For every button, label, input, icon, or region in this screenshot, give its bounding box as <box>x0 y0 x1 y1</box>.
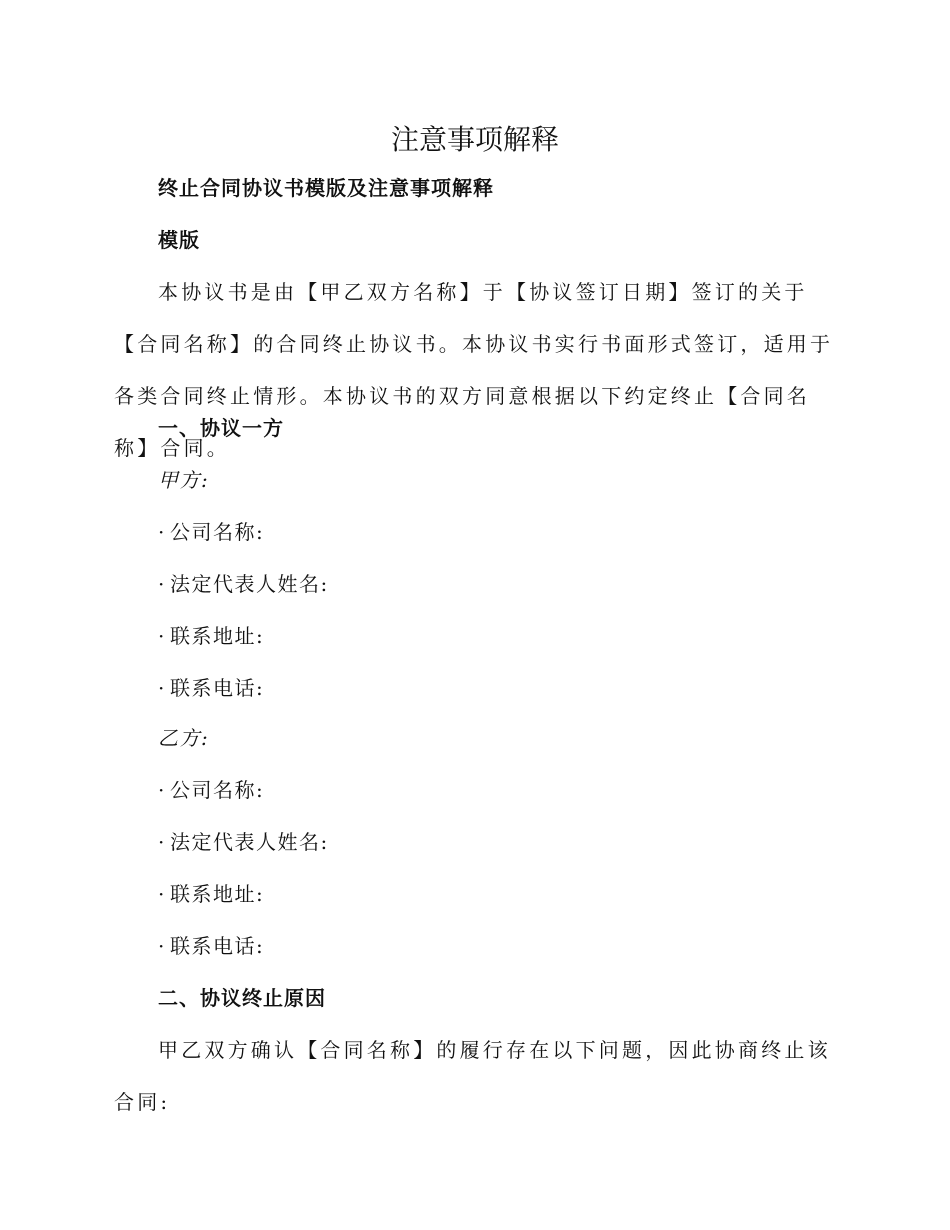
document-title: 注意事项解释 <box>390 123 559 156</box>
field-label: 联系电话: <box>170 934 265 958</box>
bullet-marker: · <box>158 934 166 958</box>
party-b-field-phone <box>158 932 264 960</box>
section-heading-termination-reason: 二、协议终止原因 <box>158 986 326 1010</box>
field-label: 联系地址: <box>170 882 265 906</box>
party-b-field-address <box>158 880 264 908</box>
bullet-marker: · <box>158 676 166 700</box>
bullet-marker: · <box>158 520 166 544</box>
bullet-marker: · <box>158 572 166 596</box>
party-a-field-phone <box>158 674 264 702</box>
field-label: 法定代表人姓名: <box>170 830 329 854</box>
bullet-marker: · <box>158 624 166 648</box>
party-b-field-company <box>158 776 264 804</box>
section-heading-template: 模版 <box>158 228 200 252</box>
field-label: 公司名称: <box>170 778 265 802</box>
party-b-label: 乙方: <box>158 726 210 750</box>
field-label: 联系地址: <box>170 624 265 648</box>
section-heading-party: 一、协议一方 <box>158 416 284 440</box>
party-a-label: 甲方: <box>158 468 210 492</box>
bullet-marker: · <box>158 882 166 906</box>
document-subtitle: 终止合同协议书模版及注意事项解释 <box>158 176 494 200</box>
bullet-marker: · <box>158 830 166 854</box>
party-a-field-company <box>158 518 264 546</box>
bullet-marker: · <box>158 778 166 802</box>
field-label: 公司名称: <box>170 520 265 544</box>
party-b-field-representative <box>158 828 329 856</box>
party-a-field-representative <box>158 570 329 598</box>
termination-reason-paragraph: 甲乙双方确认【合同名称】的履行存在以下问题，因此协商终止该合同: <box>114 1038 831 1114</box>
field-label: 联系电话: <box>170 676 265 700</box>
field-label: 法定代表人姓名: <box>170 572 329 596</box>
intro-paragraph: 本协议书是由【甲乙双方名称】于【协议签订日期】签订的关于【合同名称】的合同终止协议书。本协议书实行书面形式签订，适用于各类合同终止情形。本协议书的双方同意根据以下约定终止【合同名称】合同。 <box>114 280 834 460</box>
party-a-field-address <box>158 622 264 650</box>
